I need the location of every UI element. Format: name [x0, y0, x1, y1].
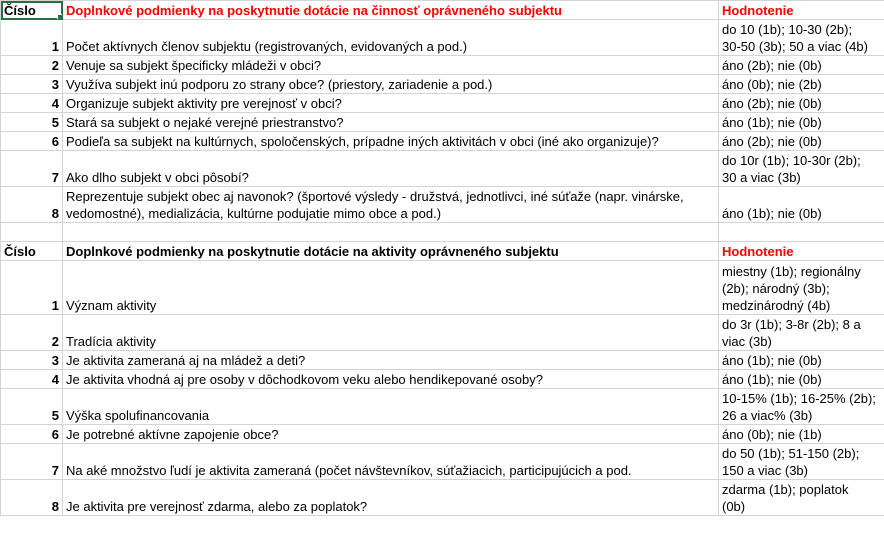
- condition-cell[interactable]: [63, 75, 719, 94]
- table-row: [1, 261, 884, 315]
- score-cell[interactable]: [719, 389, 884, 425]
- score-cell-line: 150 a viac (3b): [722, 463, 808, 478]
- condition-cell[interactable]: [63, 261, 719, 315]
- row-number[interactable]: 8: [1, 187, 63, 223]
- condition-cell[interactable]: [63, 444, 719, 480]
- score-cell-line: áno (0b); nie (2b): [722, 77, 822, 92]
- condition-cell-line: Výška spolufinancovania: [66, 408, 210, 423]
- score-cell[interactable]: [719, 480, 884, 516]
- score-cell-line: miestny (1b); regionálny: [722, 264, 861, 279]
- condition-cell-line: Je aktivita vhodná aj pre osoby v dôchodkovom veku alebo hendikepované osoby?: [66, 372, 543, 387]
- table-row: [1, 425, 884, 444]
- condition-cell[interactable]: [63, 351, 719, 370]
- row-number[interactable]: 4: [1, 370, 63, 389]
- condition-cell[interactable]: [63, 56, 719, 75]
- condition-cell-line: Na aké množstvo ľudí je aktivita zameraná (počet návštevníkov, súťažiacich, participujúcich a pod.: [66, 463, 632, 478]
- table-row: [1, 351, 884, 370]
- table-row: [1, 56, 884, 75]
- condition-cell[interactable]: [63, 389, 719, 425]
- condition-cell-line: Počet aktívnych členov subjektu (registrovaných, evidovaných a pod.): [66, 39, 468, 54]
- table-row: [1, 370, 884, 389]
- score-cell-line: 30 a viac (3b): [722, 170, 801, 185]
- score-cell-line: do 10 (1b); 10-30 (2b);: [722, 22, 853, 37]
- score-cell-line: áno (2b); nie (0b): [722, 134, 822, 149]
- condition-cell[interactable]: [63, 20, 719, 56]
- table-row: [1, 75, 884, 94]
- table-row: [1, 132, 884, 151]
- row-number[interactable]: 2: [1, 56, 63, 75]
- condition-cell[interactable]: [63, 425, 719, 444]
- score-cell[interactable]: [719, 75, 884, 94]
- score-cell-line: viac (3b): [722, 334, 772, 349]
- cislo-header[interactable]: Číslo: [1, 242, 63, 261]
- score-cell-line: do 10r (1b); 10-30r (2b);: [722, 153, 861, 168]
- empty-cell[interactable]: [719, 223, 884, 242]
- score-cell[interactable]: [719, 132, 884, 151]
- score-cell-line: do 3r (1b); 3-8r (2b); 8 a: [722, 317, 861, 332]
- row-number[interactable]: 5: [1, 389, 63, 425]
- condition-cell-line: Je potrebné aktívne zapojenie obce?: [66, 427, 279, 442]
- score-cell-line: áno (2b); nie (0b): [722, 96, 822, 111]
- row-number[interactable]: 2: [1, 315, 63, 351]
- score-cell-line: áno (1b); nie (0b): [722, 353, 822, 368]
- score-cell-line: zdarma (1b); poplatok: [722, 482, 849, 497]
- row-number[interactable]: 1: [1, 20, 63, 56]
- hodnotenie-header[interactable]: Hodnotenie: [719, 1, 884, 20]
- blank-row: [1, 223, 884, 242]
- score-cell-line: áno (2b); nie (0b): [722, 58, 822, 73]
- condition-cell[interactable]: [63, 315, 719, 351]
- score-cell[interactable]: [719, 113, 884, 132]
- table-row: [1, 113, 884, 132]
- row-number[interactable]: 6: [1, 132, 63, 151]
- row-number[interactable]: 1: [1, 261, 63, 315]
- score-cell-line: medzinárodný (4b): [722, 298, 831, 313]
- condition-cell[interactable]: [63, 187, 719, 223]
- score-cell-line: do 50 (1b); 51-150 (2b);: [722, 446, 860, 461]
- condition-cell-line: Podieľa sa subjekt na kultúrnych, spoločenských, prípadne iných aktivitách v obci (iné ako organizuje)?: [66, 134, 659, 149]
- condition-cell-line: Význam aktivity: [66, 298, 157, 313]
- score-cell[interactable]: [719, 56, 884, 75]
- score-cell[interactable]: [719, 444, 884, 480]
- title-header[interactable]: Doplnkové podmienky na poskytnutie dotácie na aktivity oprávneného subjektu: [63, 242, 719, 261]
- condition-cell[interactable]: [63, 132, 719, 151]
- score-cell-line: áno (1b); nie (0b): [722, 206, 822, 221]
- empty-cell[interactable]: [1, 223, 63, 242]
- score-cell-line: (2b); národný (3b);: [722, 281, 830, 296]
- table-row: [1, 444, 884, 480]
- condition-cell-line: Využíva subjekt inú podporu zo strany obce? (priestory, zariadenie a pod.): [66, 77, 493, 92]
- condition-cell-line: Reprezentuje subjekt obec aj navonok? (športové výsledy - družstvá, jednotlivci, iné súťaže (napr. vinárske,: [66, 189, 684, 204]
- table-row: [1, 315, 884, 351]
- condition-cell[interactable]: [63, 370, 719, 389]
- score-cell-line: (0b): [722, 499, 746, 514]
- row-number[interactable]: 5: [1, 113, 63, 132]
- cislo-header[interactable]: Číslo: [1, 1, 63, 20]
- condition-cell-line: Je aktivita pre verejnosť zdarma, alebo za poplatok?: [66, 499, 368, 514]
- table-row: [1, 389, 884, 425]
- row-number[interactable]: 7: [1, 151, 63, 187]
- table-row: [1, 151, 884, 187]
- table-row: [1, 480, 884, 516]
- row-number[interactable]: 3: [1, 75, 63, 94]
- table-row: [1, 94, 884, 113]
- score-cell[interactable]: [719, 151, 884, 187]
- score-cell[interactable]: [719, 370, 884, 389]
- row-number[interactable]: 7: [1, 444, 63, 480]
- condition-cell[interactable]: [63, 94, 719, 113]
- header-row: [1, 1, 884, 20]
- header-row: [1, 242, 884, 261]
- row-number[interactable]: 3: [1, 351, 63, 370]
- condition-cell-line: Je aktivita zameraná aj na mládež a deti?: [66, 353, 306, 368]
- score-cell-line: áno (1b); nie (0b): [722, 115, 822, 130]
- row-number[interactable]: 6: [1, 425, 63, 444]
- condition-cell-line: Venuje sa subjekt špecificky mládeži v obci?: [66, 58, 322, 73]
- table-row: [1, 20, 884, 56]
- score-cell[interactable]: [719, 351, 884, 370]
- condition-cell-line: Tradícia aktivity: [66, 334, 156, 349]
- condition-cell[interactable]: [63, 480, 719, 516]
- score-cell[interactable]: [719, 315, 884, 351]
- score-cell-line: áno (0b); nie (1b): [722, 427, 822, 442]
- score-cell-line: 26 a viac% (3b): [722, 408, 813, 423]
- score-cell[interactable]: [719, 20, 884, 56]
- condition-cell[interactable]: [63, 151, 719, 187]
- empty-cell[interactable]: [63, 223, 719, 242]
- condition-cell-line: Stará sa subjekt o nejaké verejné priestranstvo?: [66, 115, 344, 130]
- condition-cell-line: vedomostné), medializácia, kultúrne podujatie mimo obce a pod.): [66, 206, 442, 221]
- score-cell[interactable]: [719, 94, 884, 113]
- table-row: [1, 187, 884, 223]
- row-number[interactable]: 4: [1, 94, 63, 113]
- condition-cell-line: Organizuje subjekt aktivity pre verejnosť v obci?: [66, 96, 342, 111]
- row-number[interactable]: 8: [1, 480, 63, 516]
- score-cell-line: 30-50 (3b); 50 a viac (4b): [722, 39, 868, 54]
- hodnotenie-header[interactable]: Hodnotenie: [719, 242, 884, 261]
- score-cell[interactable]: [719, 187, 884, 223]
- condition-cell-line: Ako dlho subjekt v obci pôsobí?: [66, 170, 249, 185]
- score-cell[interactable]: [719, 425, 884, 444]
- score-cell[interactable]: [719, 261, 884, 315]
- title-header[interactable]: Doplnkové podmienky na poskytnutie dotácie na činnosť oprávneného subjektu: [63, 1, 719, 20]
- condition-cell[interactable]: [63, 113, 719, 132]
- score-cell-line: áno (1b); nie (0b): [722, 372, 822, 387]
- score-cell-line: 10-15% (1b); 16-25% (2b);: [722, 391, 876, 406]
